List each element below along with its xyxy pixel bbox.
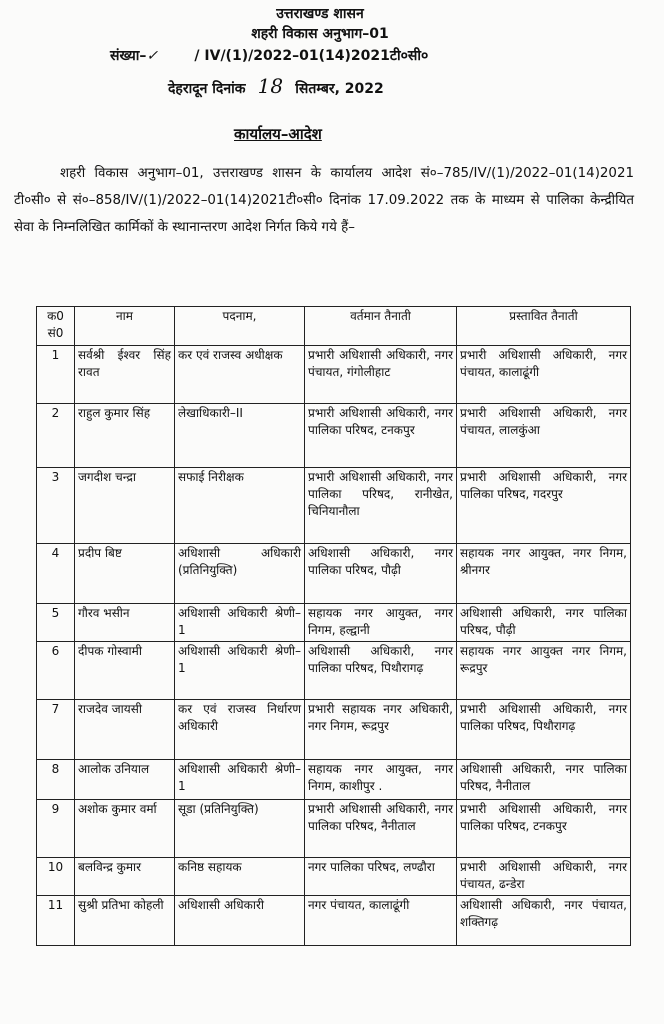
name-cell: बलविन्द्र कुमार — [75, 858, 175, 896]
header-date — [168, 74, 384, 98]
header-current-posting: वर्तमान तैनाती — [305, 307, 457, 346]
table-row — [37, 800, 631, 858]
serial-cell: 4 — [37, 544, 75, 604]
designation-cell: अधिशासी अधिकारी — [175, 896, 305, 946]
table-row — [37, 544, 631, 604]
proposed-posting-cell: सहायक नगर आयुक्त, नगर निगम, श्रीनगर — [457, 544, 631, 604]
handwritten-day: 18 — [257, 74, 284, 98]
current-posting-cell: प्रभारी अधिशासी अधिकारी, नगर पालिका परिषद, नैनीताल — [305, 800, 457, 858]
name-cell: राजदेव जायसी — [75, 700, 175, 760]
serial-cell: 5 — [37, 604, 75, 642]
header-govt: उत्तराखण्ड शासन — [276, 6, 364, 22]
header-serial: क0 सं0 — [37, 307, 75, 346]
serial-cell: 10 — [37, 858, 75, 896]
header-reference — [110, 46, 428, 65]
designation-cell: लेखाधिकारी–II — [175, 404, 305, 468]
table-row — [37, 642, 631, 700]
table-header-row — [37, 307, 631, 346]
proposed-posting-cell: प्रभारी अधिशासी अधिकारी, नगर पालिका परिषद, गदरपुर — [457, 468, 631, 544]
proposed-posting-cell: अधिशासी अधिकारी, नगर पालिका परिषद, पौढ़ी — [457, 604, 631, 642]
current-posting-cell: अधिशासी अधिकारी, नगर पालिका परिषद, पौढ़ी — [305, 544, 457, 604]
table-row — [37, 700, 631, 760]
current-posting-cell: सहायक नगर आयुक्त, नगर निगम, काशीपुर . — [305, 760, 457, 800]
current-posting-cell: प्रभारी अधिशासी अधिकारी, नगर पंचायत, गंगोलीहाट — [305, 346, 457, 404]
name-cell: जगदीश चन्द्रा — [75, 468, 175, 544]
proposed-posting-cell: सहायक नगर आयुक्त नगर निगम, रूद्रपुर — [457, 642, 631, 700]
proposed-posting-cell: प्रभारी अधिशासी अधिकारी, नगर पंचायत, ढन्डेरा — [457, 858, 631, 896]
designation-cell: सफाई निरीक्षक — [175, 468, 305, 544]
date-month-year: सितम्बर, 2022 — [295, 81, 384, 97]
header-proposed-posting: प्रस्तावित तैनाती — [457, 307, 631, 346]
order-paragraph: शहरी विकास अनुभाग–01, उत्तराखण्ड शासन के कार्यालय आदेश सं०–785/IV/(1)/2022–01(14)2021 टी०सी० से सं०–858/IV/(1)/2022–01(14)2021टी०सी० दिनांक 17.09.2022 तक के माध्यम से पालिका केन्द्रीयित सेवा के निम्नलिखित कार्मिकों के स्थानान्तरण आदेश निर्गत किये गये हैं– — [14, 166, 634, 235]
table-body — [37, 346, 631, 946]
proposed-posting-cell: प्रभारी अधिशासी अधिकारी, नगर पंचायत, कालाढूंगी — [457, 346, 631, 404]
table-row — [37, 896, 631, 946]
current-posting-cell: प्रभारी अधिशासी अधिकारी, नगर पालिका परिषद, टनकपुर — [305, 404, 457, 468]
serial-cell: 3 — [37, 468, 75, 544]
table-row — [37, 468, 631, 544]
current-posting-cell: अधिशासी अधिकारी, नगर पालिका परिषद, पिथौरागढ़ — [305, 642, 457, 700]
proposed-posting-cell: प्रभारी अधिशासी अधिकारी, नगर पालिका परिषद, पिथौरागढ़ — [457, 700, 631, 760]
serial-cell: 8 — [37, 760, 75, 800]
reference-label: संख्या– — [110, 48, 147, 64]
name-cell: सुश्री प्रतिभा कोहली — [75, 896, 175, 946]
designation-cell: अधिशासी अधिकारी श्रेणी–1 — [175, 760, 305, 800]
name-cell: प्रदीप बिष्ट — [75, 544, 175, 604]
serial-cell: 1 — [37, 346, 75, 404]
header-name: नाम — [75, 307, 175, 346]
date-place-label: देहरादून दिनांक — [168, 81, 246, 97]
transfer-table — [36, 306, 631, 946]
proposed-posting-cell: अधिशासी अधिकारी, नगर पालिका परिषद, नैनीताल — [457, 760, 631, 800]
designation-cell: कर एवं राजस्व अधीक्षक — [175, 346, 305, 404]
current-posting-cell: सहायक नगर आयुक्त, नगर निगम, हल्द्वानी — [305, 604, 457, 642]
name-cell: गौरव भसीन — [75, 604, 175, 642]
serial-cell: 9 — [37, 800, 75, 858]
table-row — [37, 858, 631, 896]
current-posting-cell: नगर पंचायत, कालाढूंगी — [305, 896, 457, 946]
table-row — [37, 346, 631, 404]
designation-cell: कनिष्ठ सहायक — [175, 858, 305, 896]
proposed-posting-cell: अधिशासी अधिकारी, नगर पंचायत, शक्तिगढ़ — [457, 896, 631, 946]
proposed-posting-cell: प्रभारी अधिशासी अधिकारी, नगर पंचायत, लालकुंआ — [457, 404, 631, 468]
table-row — [37, 604, 631, 642]
serial-cell: 7 — [37, 700, 75, 760]
current-posting-cell: प्रभारी अधिशासी अधिकारी, नगर पालिका परिषद, रानीखेत, चिनियानौला — [305, 468, 457, 544]
designation-cell: सूडा (प्रतिनियुक्ति) — [175, 800, 305, 858]
header-section: शहरी विकास अनुभाग–01 — [251, 26, 389, 42]
name-cell: सर्वश्री ईश्वर सिंह रावत — [75, 346, 175, 404]
designation-cell: अधिशासी अधिकारी (प्रतिनियुक्ति) — [175, 544, 305, 604]
name-cell: राहुल कुमार सिंह — [75, 404, 175, 468]
serial-cell: 2 — [37, 404, 75, 468]
proposed-posting-cell: प्रभारी अधिशासी अधिकारी, नगर पालिका परिषद, टनकपुर — [457, 800, 631, 858]
current-posting-cell: नगर पालिका परिषद, लण्ढौरा — [305, 858, 457, 896]
reference-number: / IV/(1)/2022–01(14)2021टी०सी० — [194, 48, 429, 64]
current-posting-cell: प्रभारी सहायक नगर अधिकारी, नगर निगम, रूद्रपुर — [305, 700, 457, 760]
page-title: कार्यालय–आदेश — [234, 125, 322, 143]
designation-cell: कर एवं राजस्व निर्धारण अधिकारी — [175, 700, 305, 760]
name-cell: आलोक उनियाल — [75, 760, 175, 800]
designation-cell: अधिशासी अधिकारी श्रेणी–1 — [175, 604, 305, 642]
table-row — [37, 760, 631, 800]
designation-cell: अधिशासी अधिकारी श्रेणी–1 — [175, 642, 305, 700]
name-cell: दीपक गोस्वामी — [75, 642, 175, 700]
table-row — [37, 404, 631, 468]
serial-cell: 11 — [37, 896, 75, 946]
header-designation: पदनाम, — [175, 307, 305, 346]
name-cell: अशोक कुमार वर्मा — [75, 800, 175, 858]
serial-cell: 6 — [37, 642, 75, 700]
handwritten-mark: ✓ — [146, 48, 159, 64]
